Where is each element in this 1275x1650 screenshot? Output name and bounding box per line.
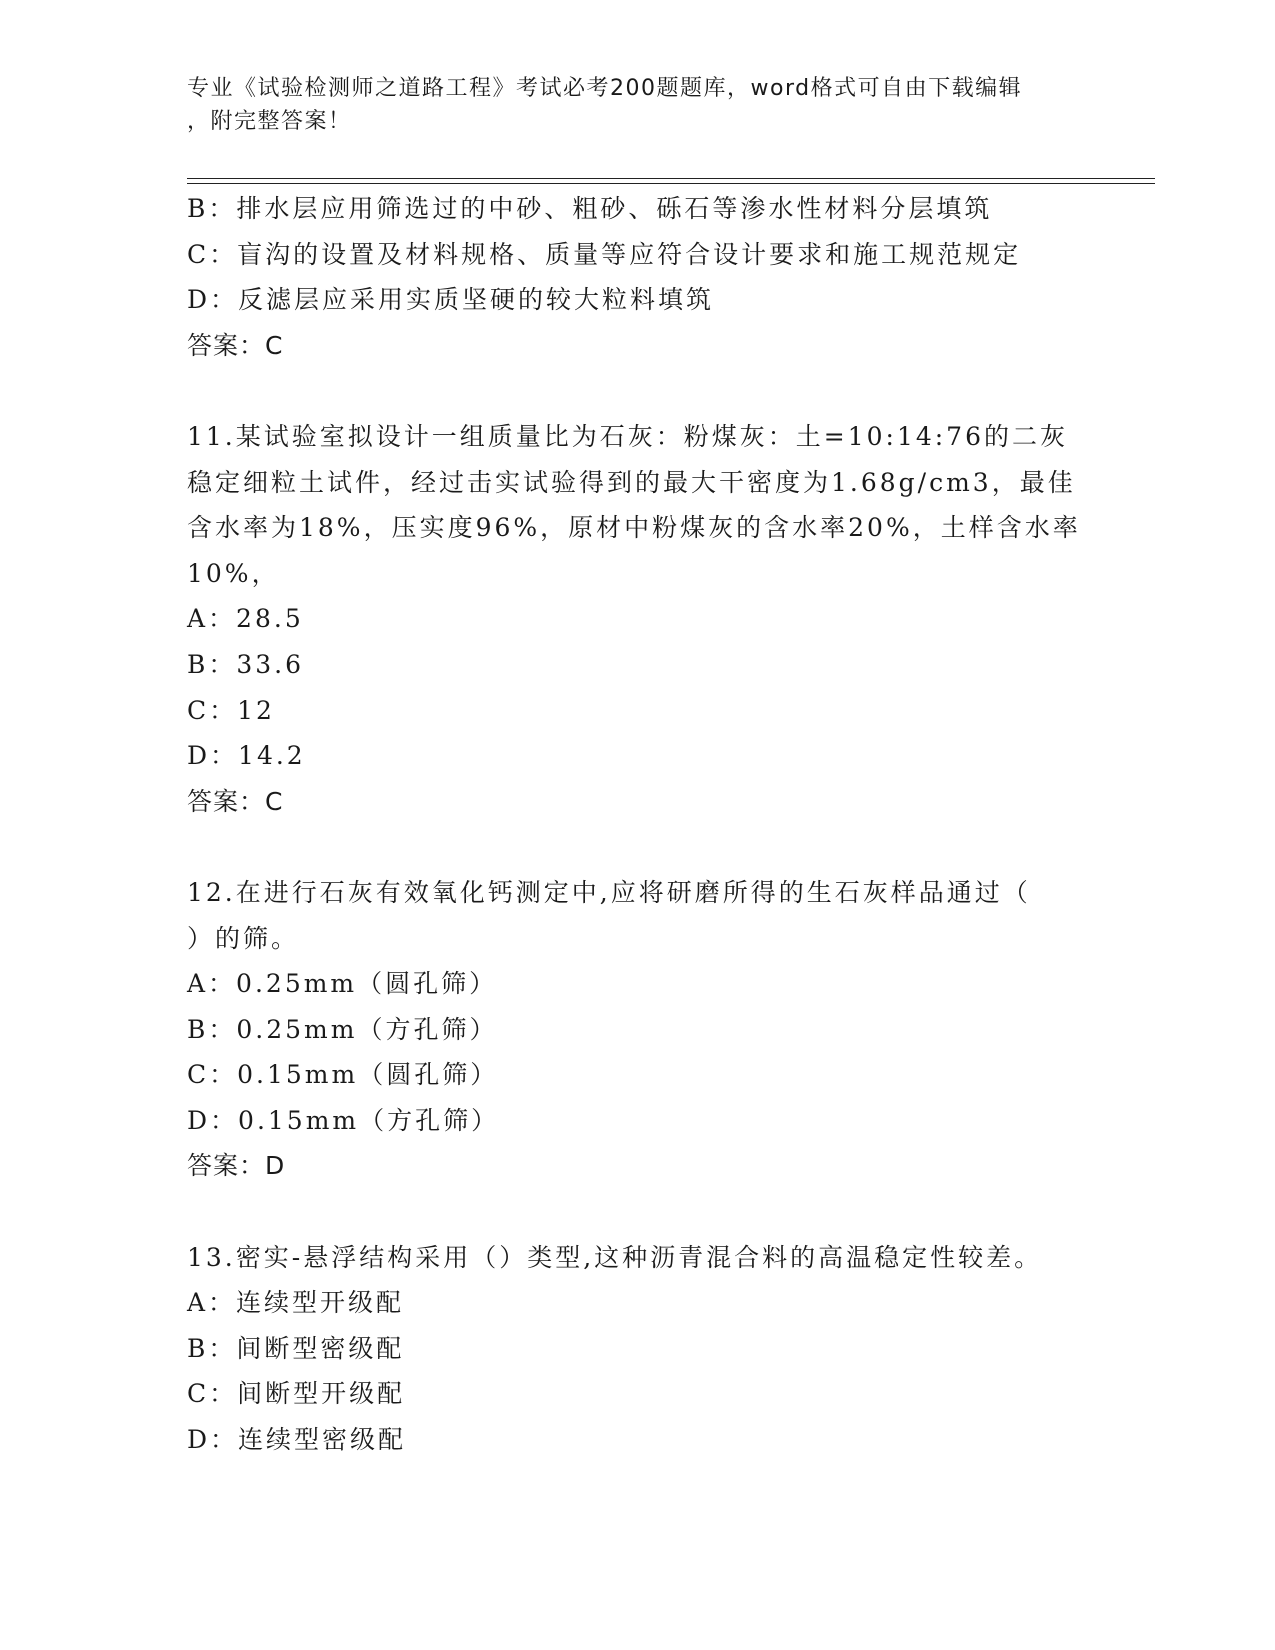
option-b: B：0.25mm（方孔筛） <box>187 1014 498 1044</box>
option-b: B：33.6 <box>187 649 305 679</box>
option-a: A：0.25mm（圆孔筛） <box>187 969 498 999</box>
question-10-tail <box>187 186 1087 368</box>
header-rule-bottom <box>187 183 1155 184</box>
question-stem-line: 稳定细粒土试件，经过击实试验得到的最大干密度为1.68g/cm3，最佳 <box>187 467 1076 497</box>
answer-line: 答案：D <box>187 1151 286 1181</box>
header-rule-top <box>187 178 1155 179</box>
header-line-1: 专业《试验检测师之道路工程》考试必考200题题库，word格式可自由下载编辑 <box>187 76 1023 101</box>
document-header <box>187 72 1087 138</box>
option-c: C：0.15mm（圆孔筛） <box>187 1060 499 1090</box>
question-stem-line: ）的筛。 <box>187 923 300 953</box>
question-stem-line: 12.在进行石灰有效氧化钙测定中,应将研磨所得的生石灰样品通过（ <box>187 877 1031 907</box>
question-stem-line: 10%， <box>187 558 280 588</box>
option-d: D：反滤层应采用实质坚硬的较大粒料填筑 <box>187 285 715 315</box>
question-13 <box>187 1235 1087 1463</box>
question-stem-line: 13.密实-悬浮结构采用（）类型,这种沥青混合料的高温稳定性较差。 <box>187 1242 1043 1272</box>
option-a: A：28.5 <box>187 604 304 634</box>
answer-line: 答案：C <box>187 786 284 816</box>
question-stem-line: 含水率为18%，压实度96%，原材中粉煤灰的含水率20%，土样含水率 <box>187 513 1081 543</box>
option-b: B：间断型密级配 <box>187 1333 405 1363</box>
option-d: D：14.2 <box>187 741 306 771</box>
question-list <box>187 186 1087 1463</box>
option-d: D：连续型密级配 <box>187 1425 407 1455</box>
option-c: C：间断型开级配 <box>187 1379 406 1409</box>
option-b: B：排水层应用筛选过的中砂、粗砂、砾石等渗水性材料分层填筑 <box>187 194 993 223</box>
question-stem-line: 11.某试验室拟设计一组质量比为石灰：粉煤灰：土=10:14:76的二灰 <box>187 421 1068 451</box>
question-12 <box>187 870 1087 1189</box>
option-a: A：连续型开级配 <box>187 1288 405 1318</box>
option-d: D：0.15mm（方孔筛） <box>187 1105 500 1135</box>
question-11 <box>187 414 1087 824</box>
header-line-2: ，附完整答案！ <box>187 109 352 134</box>
answer-line: 答案：C <box>187 330 284 360</box>
option-c: C：盲沟的设置及材料规格、质量等应符合设计要求和施工规范规定 <box>187 239 1022 269</box>
option-c: C：12 <box>187 695 275 725</box>
